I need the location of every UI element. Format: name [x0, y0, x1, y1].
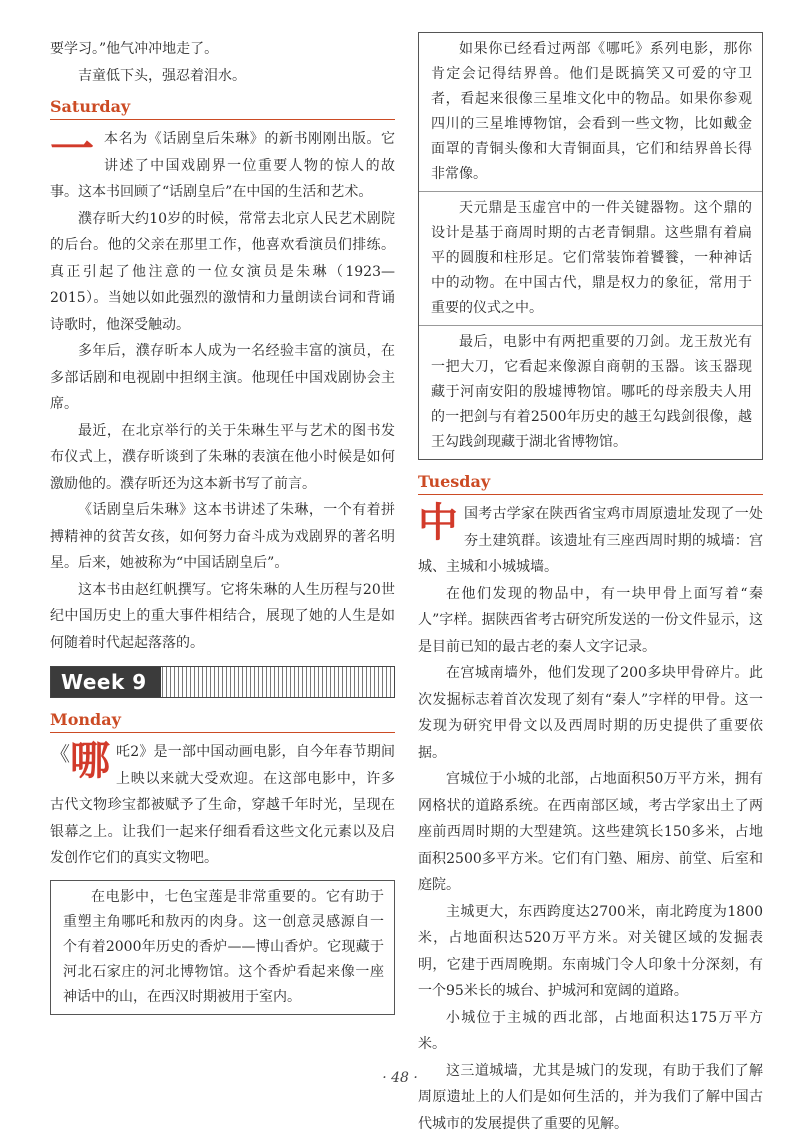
page-number: · 48 · [0, 1070, 800, 1086]
saturday-paragraph-5: 《话剧皇后朱琳》这本书讲述了朱琳，一个有着拼搏精神的贫苦女孩，如何努力奋斗成为戏剧界的著名明星。后来，她被称为“中国话剧皇后”。 [50, 497, 395, 577]
saturday-paragraph-6: 这本书由赵红帆撰写。它将朱琳的人生历程与20世纪中国历史上的重大事件相结合，展现了她的人生是如何随着时代起起落落的。 [50, 577, 395, 657]
monday-open-quote: 《 [50, 739, 70, 769]
box4-text: 最后，电影中有两把重要的刀剑。龙王敖光有一把大刀，它看起来像源自商朝的玉器。该玉器现藏于河南安阳的殷墟博物馆。哪吒的母亲殷夫人用的一把剑与有着2500年历史的越王勾践剑很像，越王勾践剑现藏于湖北省博物馆。 [431, 330, 752, 455]
saturday-paragraph-1: 一本名为《话剧皇后朱琳》的新书刚刚出版。它讲述了中国戏剧界一位重要人物的惊人的故事。这本书回顾了“话剧皇后”在中国的生活和艺术。 [50, 126, 395, 206]
tuesday-paragraph-7: 这三道城墙，尤其是城门的发现，有助于我们了解周原遗址上的人们是如何生活的，并为我们了解中国古代城市的发展提供了重要的见解。 [418, 1058, 763, 1137]
tuesday-paragraph-2: 在他们发现的物品中，有一块甲骨上面写着“秦人”字样。据陕西省考古研究所发送的一份文件显示，这是目前已知的最古老的秦人文字记录。 [418, 581, 763, 661]
tuesday-paragraph-4: 宫城位于小城的北部，占地面积50万平方米，拥有网格状的道路系统。在西南部区域，考古学家出土了两座前西周时期的大型建筑。这些建筑长150多米，占地面积2500多平方米。它们有门塾、厢房、前堂、后室和庭院。 [418, 766, 763, 899]
monday-heading: Monday [50, 710, 395, 733]
right-column [418, 32, 763, 1137]
tuesday-paragraph-5: 主城更大，东西跨度达2700米，南北跨度为1800米，占地面积达520万平方米。对关键区域的发掘表明，它建于西周晚期。东南城门令人印象十分深刻，有一个95米长的城台、护城河和宽阔的道路。 [418, 899, 763, 1005]
monday-dropcap: 哪 [70, 741, 110, 781]
left-column [50, 36, 395, 1015]
box3-text: 天元鼎是玉虚宫中的一件关键器物。这个鼎的设计是基于商周时期的古老青铜鼎。这些鼎有着扁平的圆腹和柱形足。它们常装饰着饕餮，一种神话中的动物。在中国古代，鼎是权力的象征，常用于重要的仪式之中。 [431, 196, 752, 321]
saturday-heading: Saturday [50, 97, 395, 120]
saturday-paragraph-3: 多年后，濮存昕本人成为一名经验丰富的演员，在多部话剧和电视剧中担纲主演。他现任中国戏剧协会主席。 [50, 338, 395, 418]
box-divider [419, 325, 762, 326]
movie-artifact-box-2 [418, 32, 763, 460]
saturday-paragraph-2: 濮存昕大约10岁的时候，常常去北京人民艺术剧院的后台。他的父亲在那里工作，他喜欢看演员们排练。真正引起了他注意的一位女演员是朱琳（1923—2015）。当她以如此强烈的激情和力量朗读台词和背诵诗歌时，他深受触动。 [50, 206, 395, 339]
movie-artifact-box-1 [50, 880, 395, 1015]
box1-text: 在电影中，七色宝莲是非常重要的。它有助于重塑主角哪吒和敖丙的肉身。这一创意灵感源自一个有着2000年历史的香炉——博山香炉。它现藏于河北石家庄的河北博物馆。这个香炉看起来像一座神话中的山，在西汉时期被用于室内。 [63, 885, 384, 1010]
tuesday-paragraph-3: 在宫城南墙外，他们发现了200多块甲骨碎片。此次发掘标志着首次发现了刻有“秦人”字样的甲骨。这一发现为研究甲骨文以及西周时期的历史提供了重要依据。 [418, 660, 763, 766]
monday-paragraph-1: 《 哪 吒2》是一部中国动画电影，自今年春节期间上映以来就大受欢迎。在这部电影中，许多古代文物珍宝都被赋予了生命，穿越千年时光，呈现在银幕之上。让我们一起来仔细看看这些文化元素以及启发创作它们的真实文物吧。 [50, 739, 395, 872]
tuesday-paragraph-6: 小城位于主城的西北部，占地面积达175万平方米。 [418, 1005, 763, 1058]
intro-line-1: 要学习。”他气冲冲地走了。 [50, 36, 395, 63]
box-divider [419, 191, 762, 192]
tuesday-heading: Tuesday [418, 472, 763, 495]
tuesday-paragraph-1: 中国考古学家在陕西省宝鸡市周原遗址发现了一处夯土建筑群。该遗址有三座西周时期的城墙：宫城、主城和小城城墙。 [418, 501, 763, 581]
intro-line-2: 吉童低下头，强忍着泪水。 [50, 63, 395, 90]
tuesday-dropcap: 中 [418, 503, 458, 543]
week-banner [50, 666, 395, 698]
box2-text: 如果你已经看过两部《哪吒》系列电影，那你肯定会记得结界兽。他们是既搞笑又可爱的守卫者，看起来很像三星堆文化中的物品。如果你参观四川的三星堆博物馆，会看到一些文物，比如戴金面罩的青铜头像和大青铜面具，它们和结界兽长得非常像。 [431, 37, 752, 187]
saturday-paragraph-4: 最近，在北京举行的关于朱琳生平与艺术的图书发布仪式上，濮存昕谈到了朱琳的表演在他小时候是如何激励他的。濮存昕还为这本新书写了前言。 [50, 418, 395, 498]
saturday-dropcap: 一 [50, 128, 94, 172]
week-label: Week 9 [51, 667, 161, 697]
